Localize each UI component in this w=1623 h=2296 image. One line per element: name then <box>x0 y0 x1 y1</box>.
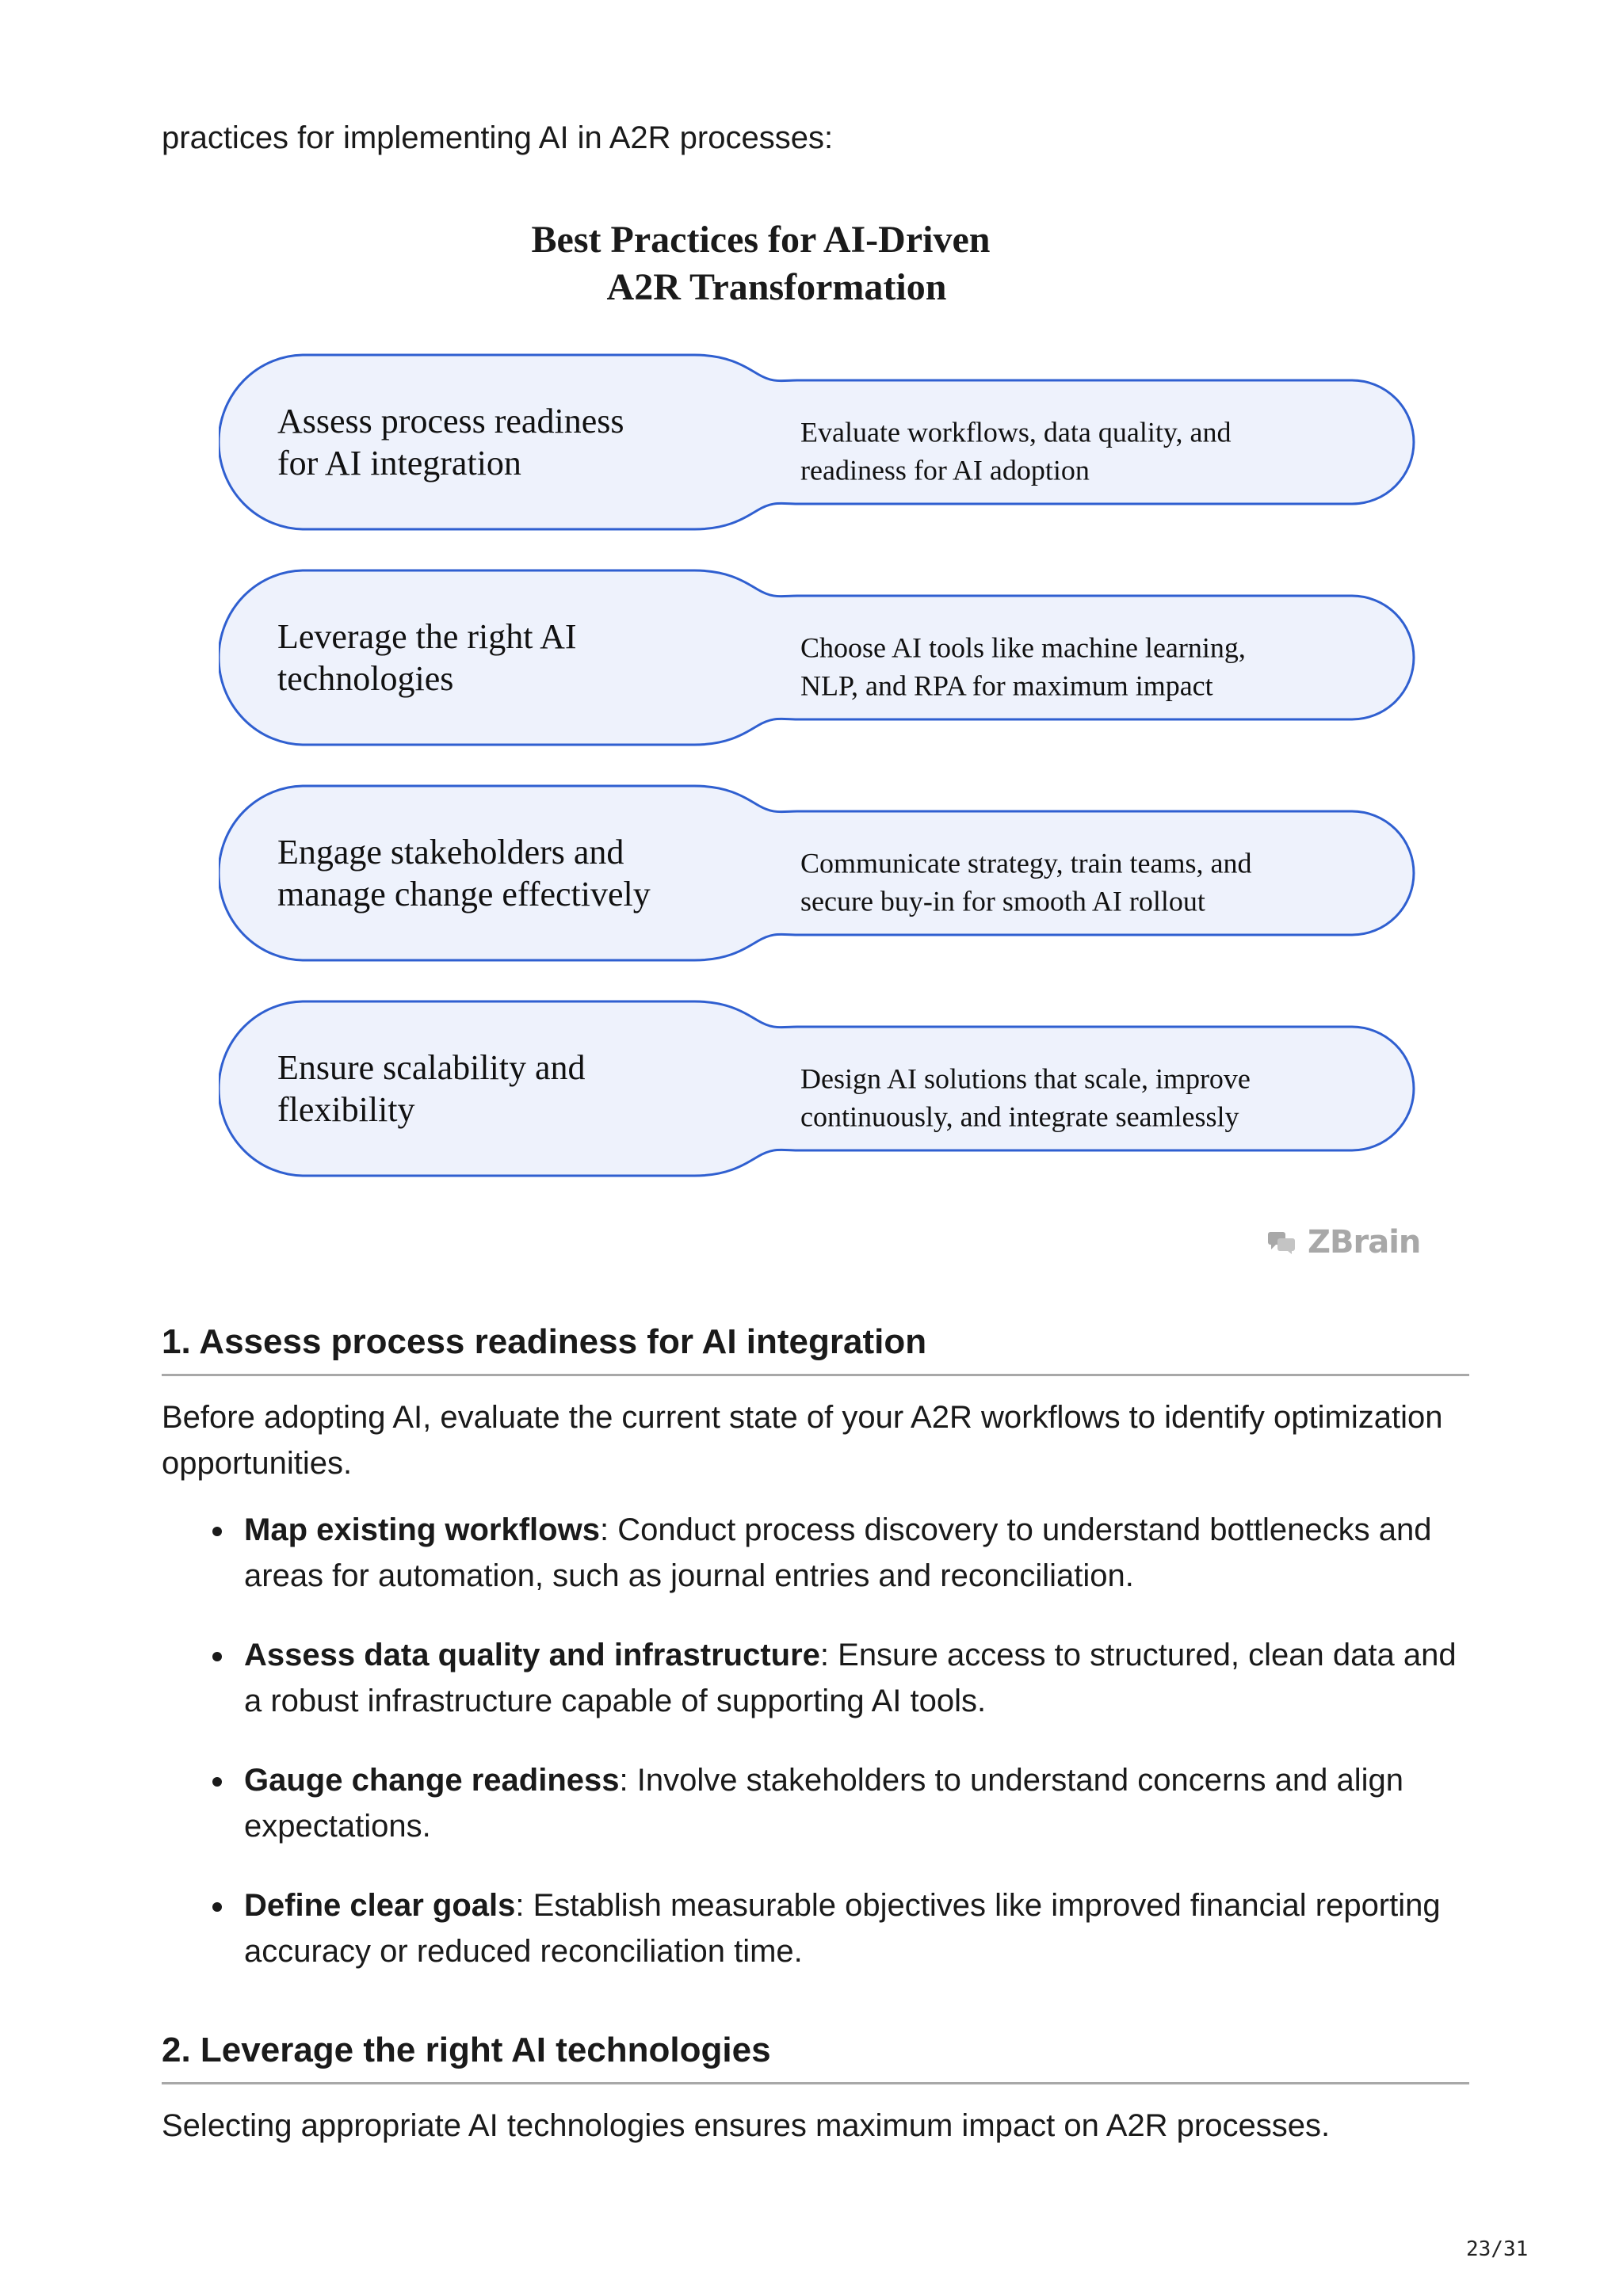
intro-text: practices for implementing AI in A2R processes: <box>162 120 834 155</box>
practice-item-4 <box>219 1000 1415 1177</box>
section-1-heading: 1. Assess process readiness for AI integration <box>162 1320 1469 1376</box>
section-1-bullet-list <box>162 1507 1469 2008</box>
list-item <box>162 1632 1469 1724</box>
list-item <box>162 1757 1469 1849</box>
practice-item-3 <box>219 784 1415 962</box>
section-1-intro: Before adopting AI, evaluate the current state of your A2R workflows to identify optimization opportunities. <box>162 1400 1443 1481</box>
practice-description: Choose AI tools like machine learning, NLP, and RPA for maximum impact <box>800 631 1246 702</box>
bullet-term: Assess data quality and infrastructure <box>244 1638 820 1672</box>
bullet-text: : Establish measurable objectives like improved financial reporting accuracy or reduced reconciliation time. <box>244 1888 1441 1969</box>
practice-label: Assess process readiness for AI integration <box>277 402 624 482</box>
section-2-heading: 2. Leverage the right AI technologies <box>162 2028 1469 2084</box>
list-item <box>162 1882 1469 1974</box>
bullet-term: Gauge change readiness <box>244 1763 620 1798</box>
practice-description: Design AI solutions that scale, improve continuously, and integrate seamlessly <box>800 1062 1251 1133</box>
practice-description: Communicate strategy, train teams, and secure buy-in for smooth AI rollout <box>800 847 1252 917</box>
practice-label: Leverage the right AI technologies <box>277 617 577 698</box>
bullet-text: : Ensure access to structured, clean data and a robust infrastructure capable of supporting AI tools. <box>244 1638 1457 1718</box>
practice-item-2 <box>219 569 1415 746</box>
practice-label: Ensure scalability and flexibility <box>277 1048 586 1129</box>
bullet-term: Define clear goals <box>244 1888 516 1923</box>
practice-item-1 <box>219 353 1415 531</box>
bullet-text: : Involve stakeholders to understand concerns and align expectations. <box>244 1763 1404 1844</box>
brand-name: ZBrain <box>1308 1224 1421 1261</box>
chat-bubbles-icon <box>1268 1230 1296 1254</box>
page-number: 23/31 <box>1466 2237 1529 2261</box>
section-2-intro: Selecting appropriate AI technologies ensures maximum impact on A2R processes. <box>162 2108 1331 2143</box>
diagram-title-line-1: Best Practices for AI-Driven <box>531 219 991 261</box>
diagram-title-line-2: A2R Transformation <box>606 266 947 308</box>
practice-description: Evaluate workflows, data quality, and readiness for AI adoption <box>800 416 1232 486</box>
bullet-text: : Conduct process discovery to understand bottlenecks and areas for automation, such as journal entries and reconciliation. <box>244 1512 1432 1593</box>
zbrain-logo <box>1268 1225 1420 1260</box>
list-item <box>162 1507 1469 1599</box>
bullet-term: Map existing workflows <box>244 1512 600 1547</box>
practice-label: Engage stakeholders and manage change effectively <box>277 833 651 913</box>
